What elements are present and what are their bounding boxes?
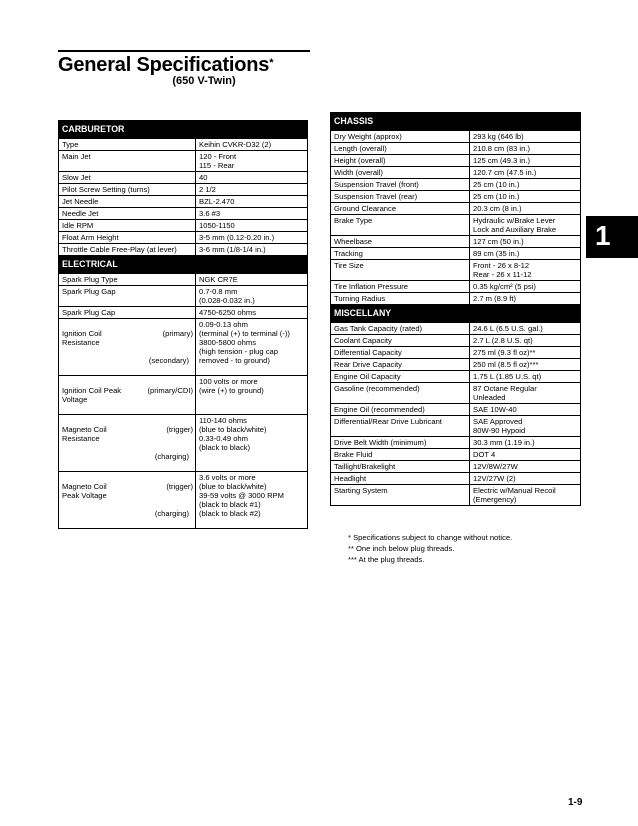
spec-value: 0.09-0.13 ohm (terminal (+) to terminal (-)) 3800-5800 ohms (high tension - plug cap removed - to ground) (196, 319, 308, 376)
spec-label: Tracking (331, 248, 470, 260)
table-row (331, 155, 581, 167)
footnotes (348, 532, 512, 565)
table-row (59, 415, 308, 472)
table-row (331, 485, 581, 506)
spec-value: 12V/27W (2) (470, 473, 581, 485)
table-row (59, 307, 308, 319)
chassis-miscellany-table (330, 112, 581, 506)
spec-value: 3-5 mm (0.12-0.20 in.) (196, 232, 308, 244)
table-row (59, 139, 308, 151)
carburetor-electrical-table (58, 120, 308, 529)
spec-value: Hydraulic w/Brake Lever Lock and Auxiliary Brake (470, 215, 581, 236)
spec-label: Magneto Coil Peak Voltage (trigger) (charging) (59, 472, 196, 529)
table-row (59, 472, 308, 529)
table-row (331, 335, 581, 347)
table-row (331, 416, 581, 437)
spec-value: 120 - Front 115 - Rear (196, 151, 308, 172)
spec-label: Starting System (331, 485, 470, 506)
table-row (331, 236, 581, 248)
table-row (331, 215, 581, 236)
spec-value: 3.6 #3 (196, 208, 308, 220)
spec-value: 110-140 ohms (blue to black/white) 0.33-0.49 ohm (black to black) (196, 415, 308, 472)
table-row (59, 172, 308, 184)
table-row (59, 286, 308, 307)
spec-label: Needle Jet (59, 208, 196, 220)
spec-label: Wheelbase (331, 236, 470, 248)
table-row (331, 449, 581, 461)
spec-value: Keihin CVKR-D32 (2) (196, 139, 308, 151)
spec-label: Brake Type (331, 215, 470, 236)
spec-label: Turning Radius (331, 293, 470, 305)
table-row (331, 203, 581, 215)
table-row (331, 260, 581, 281)
spec-label: Throttle Cable Free-Play (at lever) (59, 244, 196, 256)
spec-label: Tire Inflation Pressure (331, 281, 470, 293)
spec-value: 1050-1150 (196, 220, 308, 232)
spec-value: 2 1/2 (196, 184, 308, 196)
page-number: 1-9 (568, 797, 583, 808)
title-footnote-mark: * (269, 57, 274, 69)
spec-value: 2.7 m (8.9 ft) (470, 293, 581, 305)
spec-label: Ground Clearance (331, 203, 470, 215)
table-row (59, 196, 308, 208)
table-row (59, 376, 308, 415)
table-row (331, 461, 581, 473)
footnote: *** At the plug threads. (348, 555, 425, 564)
chapter-tab (586, 216, 638, 258)
spec-value: 12V/8W/27W (470, 461, 581, 473)
spec-value: 100 volts or more (wire (+) to ground) (196, 376, 308, 415)
spec-label: Coolant Capacity (331, 335, 470, 347)
spec-value: NGK CR7E (196, 274, 308, 286)
spec-value: 120.7 cm (47.5 in.) (470, 167, 581, 179)
spec-value: 40 (196, 172, 308, 184)
spec-value: SAE Approved 80W-90 Hypoid (470, 416, 581, 437)
table-row (331, 323, 581, 335)
table-row (59, 220, 308, 232)
table-row (59, 244, 308, 256)
table-row (331, 293, 581, 305)
chassis-heading: CHASSIS (331, 113, 581, 131)
table-row (331, 437, 581, 449)
page-subtitle: (650 V-Twin) (172, 75, 236, 87)
spec-value: 127 cm (50 in.) (470, 236, 581, 248)
spec-label: Float Arm Height (59, 232, 196, 244)
spec-value: 1.75 L (1.85 U.S. qt) (470, 371, 581, 383)
spec-value: 2.7 L (2.8 U.S. qt) (470, 335, 581, 347)
table-row (59, 274, 308, 286)
footnote: ** One inch below plug threads. (348, 544, 455, 553)
spec-value: 30.3 mm (1.19 in.) (470, 437, 581, 449)
spec-value: 210.8 cm (83 in.) (470, 143, 581, 155)
spec-label: Slow Jet (59, 172, 196, 184)
spec-value: 25 cm (10 in.) (470, 191, 581, 203)
spec-label: Length (overall) (331, 143, 470, 155)
spec-label: Spark Plug Type (59, 274, 196, 286)
table-row (59, 319, 308, 376)
spec-label: Differential/Rear Drive Lubricant (331, 416, 470, 437)
table-row (331, 131, 581, 143)
spec-label: Headlight (331, 473, 470, 485)
spec-label: Engine Oil (recommended) (331, 404, 470, 416)
table-row (331, 167, 581, 179)
spec-label: Main Jet (59, 151, 196, 172)
spec-value: 293 kg (646 lb) (470, 131, 581, 143)
table-row (331, 179, 581, 191)
table-row (331, 359, 581, 371)
spec-value: 25 cm (10 in.) (470, 179, 581, 191)
table-row (331, 383, 581, 404)
spec-label: Taillight/Brakelight (331, 461, 470, 473)
spec-label: Dry Weight (approx) (331, 131, 470, 143)
table-row (331, 371, 581, 383)
spec-label: Idle RPM (59, 220, 196, 232)
spec-value: 24.6 L (6.5 U.S. gal.) (470, 323, 581, 335)
spec-value: Front - 26 x 8-12 Rear - 26 x 11-12 (470, 260, 581, 281)
spec-label: Spark Plug Gap (59, 286, 196, 307)
table-row (331, 248, 581, 260)
table-row (331, 143, 581, 155)
miscellany-heading: MISCELLANY (331, 305, 581, 323)
table-row (59, 232, 308, 244)
spec-value: 3-6 mm (1/8-1/4 in.) (196, 244, 308, 256)
spec-label: Drive Belt Width (minimum) (331, 437, 470, 449)
spec-label: Ignition Coil Peak Voltage (primary/CDI) (59, 376, 196, 415)
spec-value: 0.7-0.8 mm (0.028-0.032 in.) (196, 286, 308, 307)
title-rule (58, 50, 310, 52)
table-row (331, 473, 581, 485)
spec-value: Electric w/Manual Recoil (Emergency) (470, 485, 581, 506)
spec-label: Ignition Coil Resistance (primary) (secondary) (59, 319, 196, 376)
table-row (59, 151, 308, 172)
spec-value: 89 cm (35 in.) (470, 248, 581, 260)
spec-label: Brake Fluid (331, 449, 470, 461)
spec-value: 250 ml (8.5 fl oz)*** (470, 359, 581, 371)
spec-label: Height (overall) (331, 155, 470, 167)
spec-label: Gas Tank Capacity (rated) (331, 323, 470, 335)
spec-label: Tire Size (331, 260, 470, 281)
footnote: * Specifications subject to change without notice. (348, 533, 513, 542)
spec-label: Gasoline (recommended) (331, 383, 470, 404)
table-row (331, 191, 581, 203)
spec-value: 275 ml (9.3 fl oz)** (470, 347, 581, 359)
spec-label: Pilot Screw Setting (turns) (59, 184, 196, 196)
table-row (331, 281, 581, 293)
carburetor-heading: CARBURETOR (59, 121, 308, 139)
title-block (58, 50, 310, 87)
spec-value: 4750-6250 ohms (196, 307, 308, 319)
spec-label: Width (overall) (331, 167, 470, 179)
spec-value: SAE 10W-40 (470, 404, 581, 416)
spec-value: 20.3 cm (8 in.) (470, 203, 581, 215)
spec-value: 87 Octane Regular Unleaded (470, 383, 581, 404)
spec-value: 125 cm (49.3 in.) (470, 155, 581, 167)
spec-label: Rear Drive Capacity (331, 359, 470, 371)
page-title: General Specifications* (58, 54, 274, 76)
spec-label: Suspension Travel (rear) (331, 191, 470, 203)
table-row (59, 184, 308, 196)
spec-label: Jet Needle (59, 196, 196, 208)
table-row (59, 208, 308, 220)
chapter-number: 1 (595, 220, 611, 251)
electrical-heading: ELECTRICAL (59, 256, 308, 274)
spec-value: 0.35 kg/cm² (5 psi) (470, 281, 581, 293)
spec-label: Differential Capacity (331, 347, 470, 359)
spec-label: Magneto Coil Resistance (trigger) (charging) (59, 415, 196, 472)
spec-label: Spark Plug Cap (59, 307, 196, 319)
spec-label: Suspension Travel (front) (331, 179, 470, 191)
spec-label: Engine Oil Capacity (331, 371, 470, 383)
table-row (331, 404, 581, 416)
spec-value: 3.6 volts or more (blue to black/white) 39-59 volts @ 3000 RPM (black to black #1) (black to black #2) (196, 472, 308, 529)
spec-value: DOT 4 (470, 449, 581, 461)
table-row (331, 347, 581, 359)
spec-value: BZL-2.470 (196, 196, 308, 208)
spec-label: Type (59, 139, 196, 151)
